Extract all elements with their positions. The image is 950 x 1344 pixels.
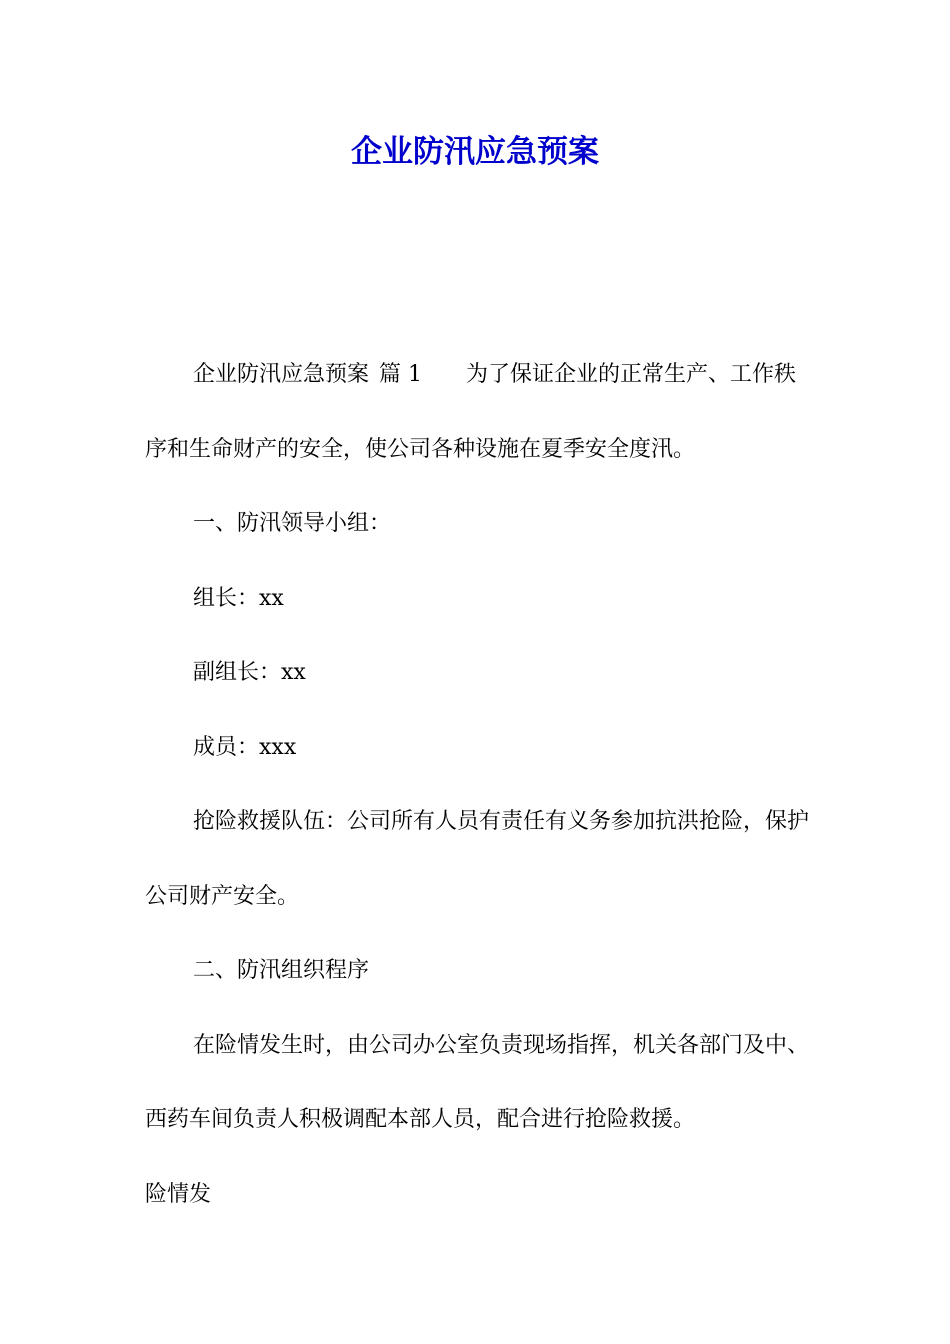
rescue-team-paragraph: 抢险救援队伍：公司所有人员有责任有义务参加抗洪抢险，保护公司财产安全。 bbox=[145, 809, 810, 909]
intro-heading: 企业防汛应急预案 bbox=[193, 362, 370, 387]
leader-line: 组长：xx bbox=[193, 585, 284, 611]
intro-part-label: 篇 1 bbox=[379, 362, 423, 387]
deputy-leader-line: 副组长：xx bbox=[193, 660, 306, 685]
intro-paragraph bbox=[145, 338, 815, 487]
document-body bbox=[145, 338, 815, 1232]
document-title: 企业防汛应急预案 bbox=[351, 134, 599, 170]
section2-heading: 二、防汛组织程序 bbox=[193, 958, 370, 983]
intro-text: 为了保证企业的正常生产、工作秩序和生命财产的安全，使公司各种设施在夏季安全度汛。 bbox=[145, 362, 797, 462]
trailing-text: 险情发 bbox=[145, 1181, 212, 1207]
procedure-paragraph: 在险情发生时，由公司办公室负责现场指挥，机关各部门及中、西药车间负责人积极调配本部人员，配合进行抢险救援。 bbox=[145, 1032, 810, 1132]
members-line: 成员：xxx bbox=[193, 734, 297, 760]
section1-heading: 一、防汛领导小组： bbox=[193, 511, 392, 536]
